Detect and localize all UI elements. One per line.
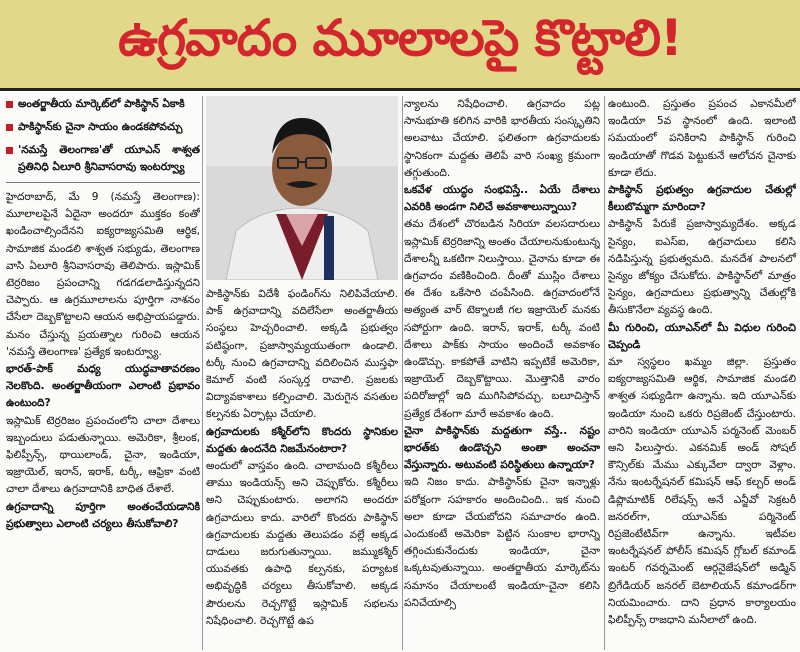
body-paragraph: తమ దేశంలో చొరబడిన సిరియా వలసదారులు ఇస్లామిక్ టెర్రరిజాన్ని అంతం చేయాలనుకుంటున్న దేశాలన్నీ ఒకటిగా నిలుస్తాయి. చైనాను కూడా ఈ ఉగ్రవాదం వణికించింది. దీంతో ముస్లిం దేశాలు ఈ దేశం ఒకేసారి చంపేసింది. ఉగ్రవాదంలోనే అత్యంత వార్ టెక్నాలజీ గల ఇజ్రాయెల్ మనకు సపోర్టుగా ఉంది. ఇరాన్, ఇరాక్, టర్కీ వంటి దేశాలు పాక్‌కు సాయం అందించే అవకాశం ఉండొచ్చు. కాకపోతే వాటిని ఇప్పటికే అమెరికా, ఇజ్రాయెల్ దెబ్బకొట్టాయి. మొత్తానికి వారం పదిరోజుల్లో ఇది ముగిసిపోవచ్చు. బలూచిస్తాన్ ప్రత్యేక దేశంగా మారే అవకాశం ఉంది. — [404, 218, 600, 420]
body-paragraph: హైదరాబాద్, మే 9 (నమస్తే తెలంగాణ): మూలాలపైనే ఏదైనా అందరూ ముక్తకం కంతో ఖండించాల్సిందేనని ఐక్యరాజ్యసమితి ఆర్థిక, సామాజిక మండలి శాశ్వత సభ్యుడు, తెలంగాణ వాసి ఏలూరి శ్రీనివాసరావు తెలిపారు. ఇస్లామిక్ టెర్రరిజం ప్రపంచాన్ని గడగడలాడిస్తున్నదని చెప్పారు. ఆ ఉగ్రమూలాలను పూర్తిగా నాశనం చేసేలా దెబ్బకొట్టాలని ఆయన అభిప్రాయపడ్డారు. మనం చేస్తున్న ప్రయత్నాల గురించి ఆయన 'నమస్తే తెలంగాణ' ప్రత్యేక ఇంటర్వ్యూ. — [6, 191, 200, 358]
question: పాకిస్థాన్ ప్రభుత్వం ఉగ్రవాదుల చేతుల్లో కీలుబొమ్మగా మారిందా? — [608, 184, 796, 214]
person-portrait-icon — [206, 96, 398, 280]
divider — [6, 182, 200, 183]
highlight-item: 'నమస్తే తెలంగాణ'తో యూఎన్ శాశ్వత ప్రతినిధి ఏలూరి శ్రీనివాసరావు ఇంటర్వ్యూ — [6, 142, 200, 176]
column-3 — [404, 96, 600, 652]
body-paragraph: ఇస్లామిక్ టెర్రరిజం ప్రపంచంలోని చాలా దేశాలు ఇబ్బందులు పడుతున్నాయి. అమెరికా, శ్రీలంక, ఫిలిప్పీన్స్, థాయిలాండ్, చైనా, ఇండియా, ఇజ్రాయెల్, ఇరాన్, ఇరాక్, టర్కీ, ఆఫ్రికా వంటి చాలా దేశాలు ఉగ్రవాదానికి బాధిత దేశాలే. — [6, 414, 200, 496]
highlights-list — [6, 96, 200, 176]
question: మీ గురించి, యూఎన్‌లో మీ విధుల గురించి చెప్పండి — [608, 321, 796, 351]
body-paragraph: మా స్వస్థలం ఖమ్మం జిల్లా. ప్రస్తుతం ఐక్యరాజ్యసమితి ఆర్థిక, సామాజిక మండలి శాశ్వత సభ్యుడిగా ఉన్నాను. ఇది యూఎన్‌కు ఇండియా నుంచి ఒకరు రిప్రజెంట్ చేస్తుంటారు. వారిని ఇండియా యూఎన్ పర్మనెంట్ మెంబర్ అని పిలుస్తారు. ఎకనమిక్ అండ్ సోషల్ కౌన్సిల్‌కు మేము ఎక్కువేలా ద్వారా వెళ్లాం. నేను ఇంటర్నేషనల్ కమిషన్ ఆఫ్ కల్చర్ అండ్ డిప్లొమాటిక్ రిలేషన్స్ అనే ఎన్జీవో సెక్రటరీ జనరల్‌గా, యూఎన్‌కు పర్మినెంట్ రిప్రజెంటేటివ్‌గా ఉన్నాను. ఇటీవల ఇంటర్నేషనల్ పోలీస్ కమిషన్ గ్లోబల్ కమాండ్ ఇంటర్ గవర్నమెంట్ ఆర్గనైజేషన్‌లో అడ్మిన్ బ్రిగేడియర్ జనరల్ బెటాలియన్ కమాండర్‌గా నియమించారు. దాని ప్రధాన కార్యాలయం ఫిలిప్పీన్స్ రాజధాని మనీలాలో ఉంది. — [608, 356, 796, 627]
question: ఒకవేళ యుద్ధం సంభవిస్తే.. ఏయే దేశాలు ఎవరికి అండగా నిలిచే అవకాశాలున్నాయి? — [404, 184, 600, 214]
question: చైనా పాకిస్థాన్‌కు మద్దతుగా వస్తే.. నష్టం భారత్‌కు ఉండొచ్చని అంతా అంచనా వేస్తున్నారు. అటువంటి పరిస్థితులు ఉన్నాయా? — [404, 424, 600, 472]
body-paragraph: ఉంటుంది. ప్రస్తుతం ప్రపంచ ఎకానమీలో ఇండియా 5వ స్థానంలో ఉంది. ఇలాంటి సమయంలో పనికిరాని పాకిస్థాన్ గురించి ఇండియాతో గొడవ పెట్టుకునే ఆలోచన చైనాకు కూడా లేదు. — [608, 98, 796, 179]
column-4 — [608, 96, 796, 652]
column-divider — [604, 96, 605, 650]
headline: ఉగ్రవాదం మూలాలపై కొట్టాలి! — [118, 8, 682, 67]
body-paragraph: అందులో వాస్తవం ఉంది. చాలామంది కశ్మీరీలు తాము ఇండియన్స్ అని చెప్పుకోరు. కశ్మీరీలు అని చెప్పుకుంటారు. అలాగని అందరూ ఉగ్రవాదులు కాదు. వారిలో కొందరు పాకిస్థాన్ ఉగ్రవాదులకు మద్దతు తెలుపడం వల్లే అక్కడ దాడులు జరుగుతున్నాయి. జమ్ముకశ్మీర్ యువతకు ఉపాధి కల్పనకు, పర్యాటక అభివృద్ధికి చర్యలు తీసుకోవాలి. అక్కడ పౌరులను రెచ్చగొట్టే ఇస్లామిక్ సభలను నిషేధించాలి. రెచ్చగొట్టే ఉప — [206, 460, 398, 627]
column-divider — [402, 96, 403, 650]
column-2 — [206, 96, 398, 652]
portrait-photo — [206, 96, 398, 280]
column-1 — [6, 96, 200, 652]
column-divider — [202, 96, 203, 650]
question: ఉగ్రవాదులకు కశ్మీర్‌లోని కొందరు స్థానికుల మద్దతు ఉందనేది నిజమేనంటారా? — [206, 425, 398, 455]
body-paragraph: ఇది నిజం కాదు. పాకిస్థాన్‌కు చైనా ఇన్నాళ్లు పరోక్షంగా సహకారం అందించింది.. ఇక నుంచి అలా కూడా చేయబోదని సమాచారం ఉంది. ఎందుకంటే అమెరికా పెట్టిన సుంకాల భారాన్ని తగ్గించుకునేందుకు ఇండియా, చైనా ఒక్కటవుతున్నాయి. అంతర్జాతీయ మార్కెట్‌ను సమానం చేయాలంటే ఇండియా-చైనా కలిసి పనిచేయాల్సి — [404, 476, 600, 609]
highlight-item: అంతర్జాతీయ మార్కెట్‌లో పాకిస్థాన్ ఏకాకి — [6, 96, 200, 113]
question: ఉగ్రవాదాన్ని పూర్తిగా అంతంచేయడానికి ప్రభుత్వాలు ఎలాంటి చర్యలు తీసుకోవాలి? — [6, 500, 200, 530]
headline-banner — [0, 0, 800, 91]
body-paragraph: పాకిస్థాన్ పేరుకే ప్రజాస్వామ్యదేశం. అక్కడ సైన్యం, ఐఎస్ఐ, ఉగ్రవాదులు కలిసి నడిపిస్తున్న ప్రభుత్వమది. మనదేశ పాలనలో సైన్యం జోక్యం చేసుకోదు. పాకిస్థాన్‌లో మాత్రం సైన్యం, ఉగ్రవాదులు ప్రభుత్వాన్ని చేతుల్లోకి తీసుకొనేలా వ్యవస్థ ఉంది. — [608, 218, 796, 317]
body-paragraph: పాకిస్థాన్‌కు విదేశీ ఫండింగ్‌ను నిలిపివేయాలి. పాక్ ఉగ్రవాదాన్ని వదిలేసేలా అంతర్జాతీయ సంస్థలు హెచ్చరించాలి. అక్కడి ప్రభుత్వం పటిష్ఠంగా, ప్రజాస్వామ్యయుతంగా ఉండాలి. టర్కీ నుంచి ఉగ్రవాదాన్ని వదిలించిన ముస్తఫా కెమాల్ వంటి సంస్కర్త రావాలి. ప్రజలకు విద్యావకాశాలు కల్పించాలి. మెరుగైన వసతుల కల్పనకు ఏర్పాట్లు చేయాలి. — [206, 288, 398, 421]
highlight-item: పాకిస్థాన్‌కు చైనా సాయం ఉండకపోవచ్చు — [6, 119, 200, 136]
question: భారత్-పాక్ మధ్య యుద్ధవాతావరణం నెలకొంది. అంతర్జాతీయంగా ఎలాంటి ప్రభావం ఉంటుంది? — [6, 363, 200, 410]
body-paragraph: న్యాలను నిషేధించాలి. ఉగ్రవాదం పట్ల సానుభూతి కలిగిన వారికి భారతీయ సంస్కృతిని అలవాటు చేయాలి. ఫలితంగా ఉగ్రవాదులకు స్థానికంగా మద్దతు తెలిపే వారి సంఖ్య క్రమంగా తగ్గుతుంది. — [404, 98, 600, 179]
